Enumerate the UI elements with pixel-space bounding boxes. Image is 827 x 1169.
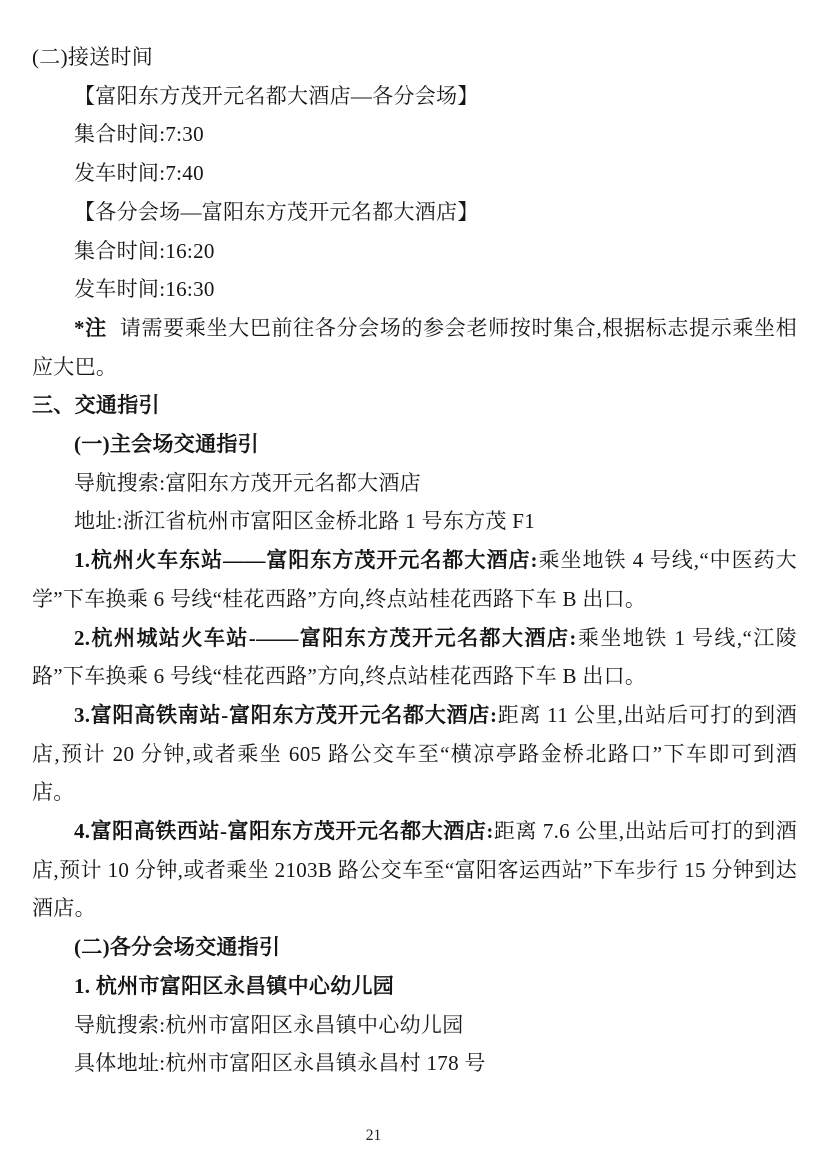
shuttle-note-text: 请需要乘坐大巴前往各分会场的参会老师按时集合,根据标志提示乘坐相应大巴。 — [32, 315, 797, 379]
page-number: 21 — [365, 1127, 382, 1144]
route-item-east-railway-station — [32, 541, 797, 618]
departure-time-morning: 发车时间:7:40 — [74, 161, 204, 186]
assemble-time-afternoon: 集合时间:16:20 — [74, 238, 215, 263]
shuttle-route-title-venues-to-hotel: 【各分会场—富阳东方茂开元名都大酒店】 — [74, 199, 479, 224]
shuttle-note — [32, 309, 797, 386]
sub-venue-1-nav-search: 导航搜索:杭州市富阳区永昌镇中心幼儿园 — [74, 1012, 464, 1037]
departure-time-afternoon: 发车时间:16:30 — [74, 277, 215, 302]
shuttle-note-label: *注 — [74, 315, 107, 340]
shuttle-route-title-hotel-to-venues: 【富阳东方茂开元名都大酒店—各分会场】 — [74, 83, 479, 108]
route-item-title: 3.富阳高铁南站-富阳东方茂开元名都大酒店: — [74, 702, 498, 727]
section-heading-traffic-guide: 三、交通指引 — [32, 393, 160, 418]
route-item-desc: 乘坐地铁 1 号线,“江陵路”下车换乘 6 号线“桂花西路”方向,终点站桂花西路下车 B 出口。 — [32, 625, 797, 689]
route-item-city-railway-station — [32, 619, 797, 696]
assemble-time-morning: 集合时间:7:30 — [74, 122, 204, 147]
route-item-title: 1.杭州火车东站——富阳东方茂开元名都大酒店: — [74, 548, 538, 573]
sub-venue-1-name: 1. 杭州市富阳区永昌镇中心幼儿园 — [74, 973, 395, 998]
sub-venue-1-address: 具体地址:杭州市富阳区永昌镇永昌村 178 号 — [74, 1051, 486, 1076]
route-item-title: 2.杭州城站火车站-——富阳东方茂开元名都大酒店: — [74, 625, 577, 650]
main-venue-address: 地址:浙江省杭州市富阳区金桥北路 1 号东方茂 F1 — [74, 509, 536, 534]
route-item-title: 4.富阳高铁西站-富阳东方茂开元名都大酒店: — [74, 819, 494, 844]
route-item-desc: 乘坐地铁 4 号线,“中医药大学”下车换乘 6 号线“桂花西路”方向,终点站桂花西路下车 B 出口。 — [32, 548, 797, 611]
main-venue-nav-search: 导航搜索:富阳东方茂开元名都大酒店 — [74, 470, 421, 495]
route-item-west-hsr-station — [32, 812, 797, 928]
subsection-heading-sub-venues: (二)各分会场交通指引 — [74, 935, 281, 960]
route-item-south-hsr-station — [32, 696, 797, 812]
section-heading-pickup-time: (二)接送时间 — [32, 45, 154, 69]
subsection-heading-main-venue: (一)主会场交通指引 — [74, 432, 259, 457]
route-item-desc: 距离 7.6 公里,出站后可打的到酒店,预计 10 分钟,或者乘坐 2103B 路公交车至“富阳客运西站”下车步行 15 分钟到达酒店。 — [32, 819, 797, 921]
route-item-desc: 距离 11 公里,出站后可打的到酒店,预计 20 分钟,或者乘坐 605 路公交车至“横凉亭路金桥北路口”下车即可到酒店。 — [32, 702, 797, 805]
